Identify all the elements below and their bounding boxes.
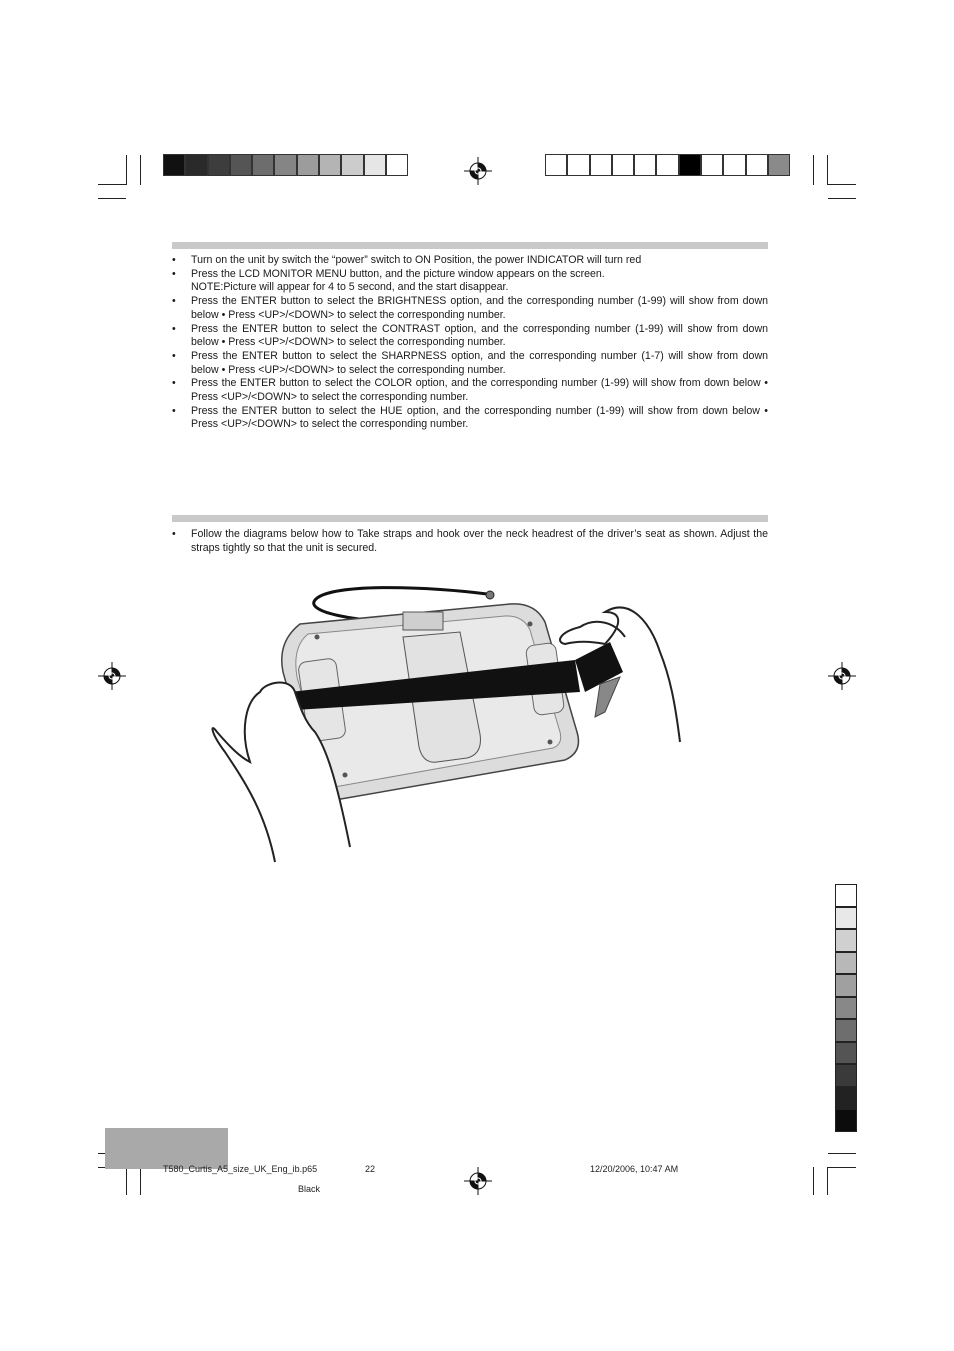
calibration-swatch	[297, 154, 319, 176]
strap-instructions	[172, 528, 768, 555]
calibration-swatch	[835, 1042, 857, 1065]
footer-datetime: 12/20/2006, 10:47 AM	[590, 1164, 679, 1174]
section-header-bar	[172, 515, 768, 522]
crop-mark	[827, 1167, 828, 1195]
calibration-swatch	[701, 154, 723, 176]
calibration-swatch	[835, 1087, 857, 1110]
calibration-swatch	[545, 154, 567, 176]
calibration-swatch	[746, 154, 768, 176]
calibration-swatch	[835, 1064, 857, 1087]
registration-mark-icon	[98, 662, 126, 690]
list-item: • Press the ENTER button to select the SHARPNESS option, and the corresponding number (1-7) will show from down below • Press <UP>/<DOWN> to select the corresponding number.	[172, 350, 768, 377]
color-calibration-strip	[545, 154, 790, 176]
calibration-swatch	[163, 154, 185, 176]
footer-page-number: 22	[365, 1164, 376, 1174]
section-header-bar	[172, 242, 768, 249]
list-item: • Press the LCD MONITOR MENU button, and the picture window appears on the screen.	[172, 268, 768, 282]
calibration-swatch	[768, 154, 790, 176]
calibration-swatch	[567, 154, 589, 176]
crop-mark	[140, 1167, 141, 1195]
list-item: • Press the ENTER button to select the COLOR option, and the corresponding number (1-99) will show from down below • Press <UP>/<DOWN> to select the corresponding number.	[172, 377, 768, 404]
calibration-swatch	[208, 154, 230, 176]
calibration-swatch	[590, 154, 612, 176]
crop-mark	[126, 1167, 127, 1195]
crop-mark	[827, 155, 828, 185]
calibration-swatch	[230, 154, 252, 176]
crop-mark	[828, 198, 856, 199]
registration-mark-icon	[464, 1167, 492, 1195]
crop-mark	[813, 155, 814, 185]
strap-installation-illustration	[205, 582, 735, 867]
crop-mark	[140, 155, 141, 185]
calibration-swatch	[835, 997, 857, 1020]
calibration-swatch	[364, 154, 386, 176]
list-item: • Turn on the unit by switch the “power” switch to ON Position, the power INDICATOR will turn red	[172, 254, 768, 268]
calibration-swatch	[319, 154, 341, 176]
list-item: • Press the ENTER button to select the CONTRAST option, and the corresponding number (1-99) will show from down below • Press <UP>/<DOWN> to select the corresponding number.	[172, 323, 768, 350]
crop-mark	[828, 1167, 856, 1168]
list-item: • Press the ENTER button to select the HUE option, and the corresponding number (1-99) will show from down below • Press <UP>/<DOWN> to select the corresponding number.	[172, 405, 768, 432]
calibration-swatch	[386, 154, 408, 176]
vertical-grayscale-strip	[835, 884, 857, 1132]
calibration-swatch	[341, 154, 363, 176]
calibration-swatch	[835, 1019, 857, 1042]
list-item: • Follow the diagrams below how to Take straps and hook over the neck headrest of the driver’s seat as shown. Adjust the straps tightly so that the unit is secured.	[172, 528, 768, 555]
calibration-swatch	[835, 884, 857, 907]
crop-mark	[828, 1153, 856, 1154]
calibration-swatch	[835, 907, 857, 930]
crop-mark	[98, 198, 126, 199]
grayscale-calibration-strip	[163, 154, 408, 176]
calibration-swatch	[835, 929, 857, 952]
calibration-swatch	[274, 154, 296, 176]
crop-mark	[98, 184, 126, 185]
footer-filename: T580_Curtis_A5_size_UK_Eng_ib.p65	[163, 1164, 318, 1174]
page-tab	[105, 1128, 228, 1169]
registration-mark-icon	[464, 157, 492, 185]
list-item: • Press the ENTER button to select the BRIGHTNESS option, and the corresponding number (1-99) will show from down below • Press <UP>/<DOWN> to select the corresponding number.	[172, 295, 768, 322]
calibration-swatch	[612, 154, 634, 176]
calibration-swatch	[835, 974, 857, 997]
footer-plate: Black	[298, 1184, 321, 1194]
calibration-swatch	[835, 1109, 857, 1132]
calibration-swatch	[723, 154, 745, 176]
crop-mark	[828, 184, 856, 185]
lcd-menu-instructions	[172, 254, 768, 432]
calibration-swatch	[185, 154, 207, 176]
calibration-swatch	[656, 154, 678, 176]
calibration-swatch	[252, 154, 274, 176]
crop-mark	[126, 155, 127, 185]
calibration-swatch	[634, 154, 656, 176]
calibration-swatch	[835, 952, 857, 975]
registration-mark-icon	[828, 662, 856, 690]
crop-mark	[813, 1167, 814, 1195]
note-item: NOTE:Picture will appear for 4 to 5 second, and the start disappear.	[191, 281, 509, 294]
calibration-swatch	[679, 154, 701, 176]
